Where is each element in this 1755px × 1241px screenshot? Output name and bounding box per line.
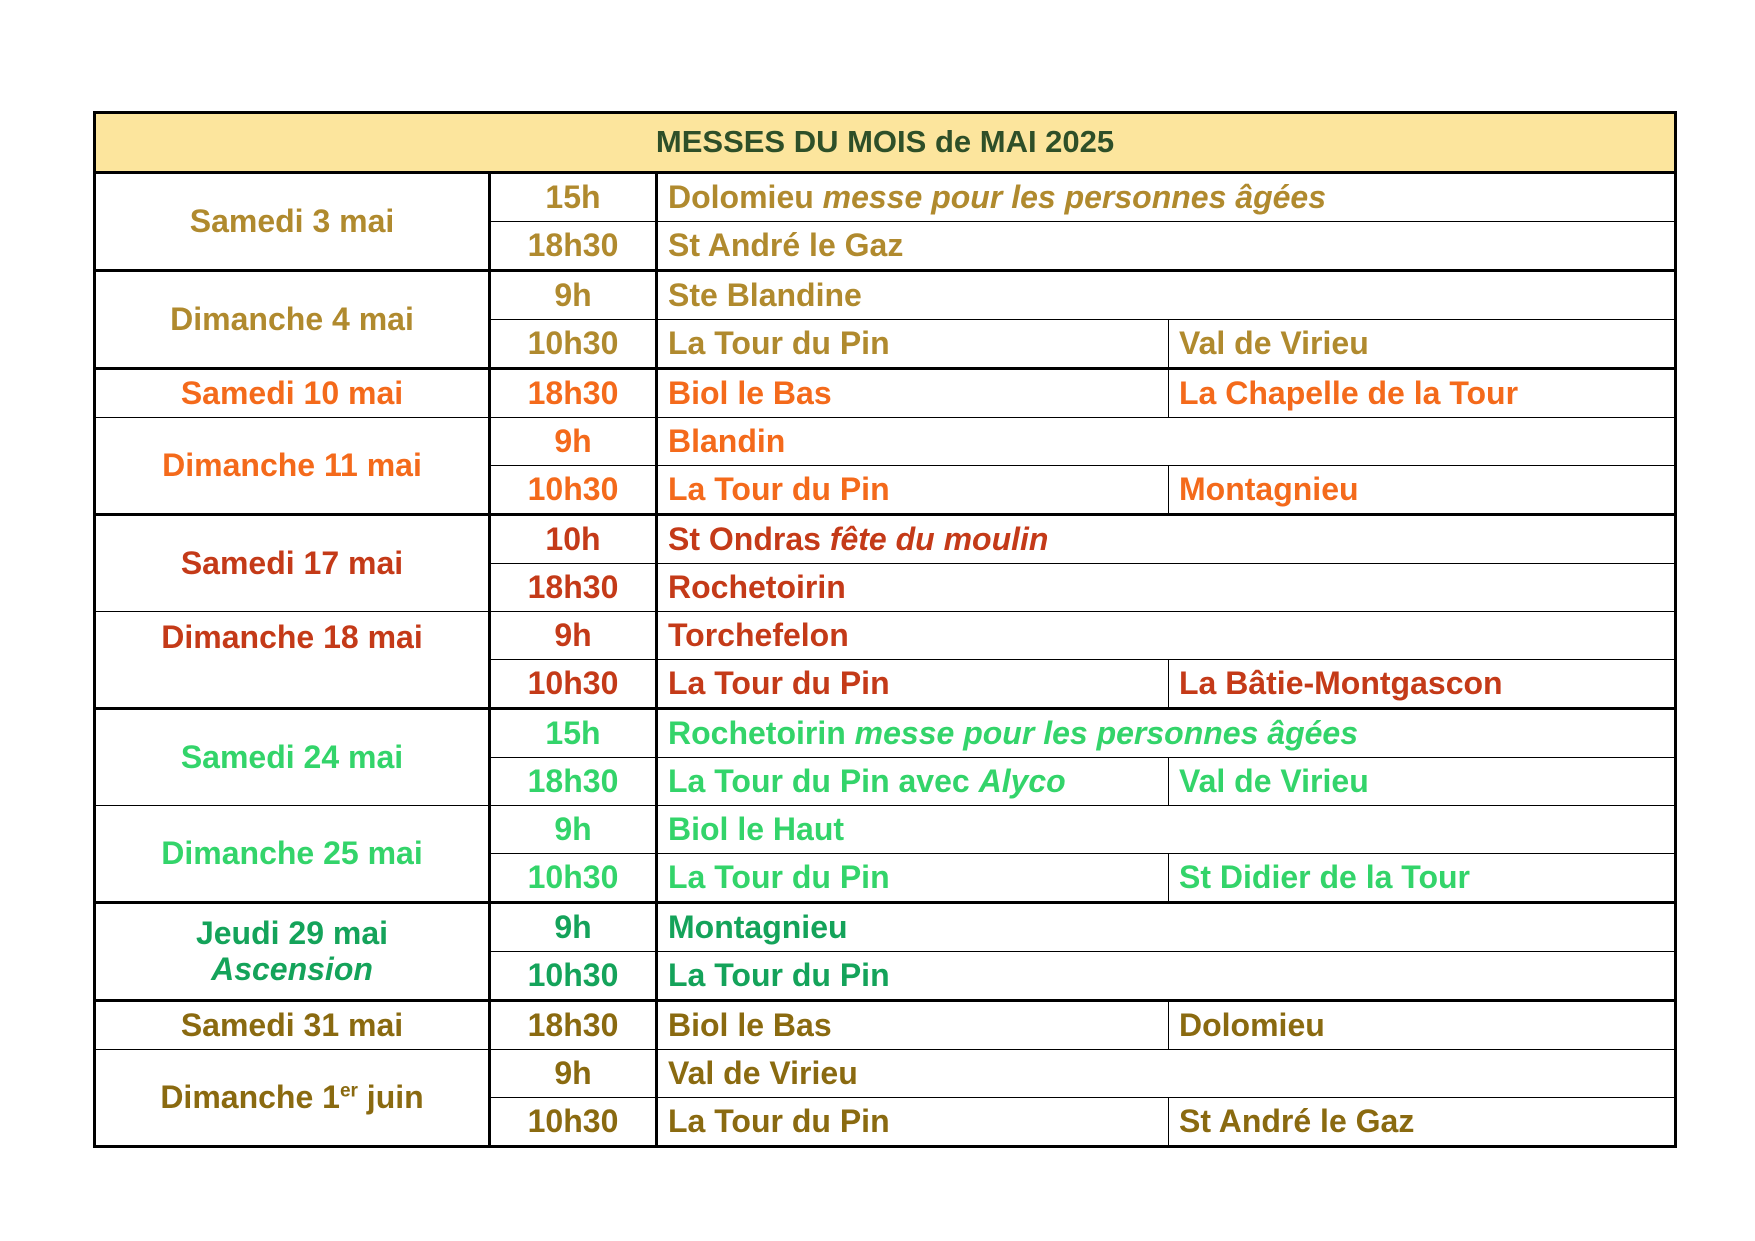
- place-cell: Torchefelon: [657, 612, 1676, 660]
- second-place-cell: Val de Virieu: [1169, 320, 1676, 369]
- place-cell: La Tour du Pin: [657, 952, 1676, 1001]
- place-cell: St André le Gaz: [657, 222, 1676, 271]
- table-row: [95, 903, 1676, 952]
- time-cell: 18h30: [490, 758, 657, 806]
- ordinal-superscript: er: [339, 1080, 358, 1102]
- place-cell: Rochetoirin messe pour les personnes âgées: [657, 709, 1676, 758]
- second-place-cell: Val de Virieu: [1169, 758, 1676, 806]
- day-label: Dimanche 18 mai: [95, 612, 490, 709]
- place-cell: Biol le Bas: [657, 369, 1169, 418]
- second-place-cell: Montagnieu: [1169, 466, 1676, 515]
- time-cell: 10h30: [490, 1098, 657, 1147]
- place-cell: Montagnieu: [657, 903, 1676, 952]
- place-cell: Dolomieu messe pour les personnes âgées: [657, 173, 1676, 222]
- place-note: messe pour les personnes âgées: [822, 178, 1327, 215]
- second-place-cell: St André le Gaz: [1169, 1098, 1676, 1147]
- place-note: fête du moulin: [829, 520, 1049, 557]
- place-cell: St Ondras fête du moulin: [657, 515, 1676, 564]
- time-cell: 10h30: [490, 854, 657, 903]
- place-cell: La Tour du Pin: [657, 854, 1169, 903]
- place-cell: La Tour du Pin: [657, 320, 1169, 369]
- time-cell: 15h: [490, 709, 657, 758]
- second-place-cell: Dolomieu: [1169, 1001, 1676, 1050]
- time-cell: 9h: [490, 903, 657, 952]
- time-cell: 18h30: [490, 369, 657, 418]
- place-cell: Ste Blandine: [657, 271, 1676, 320]
- day-label: Samedi 24 mai: [95, 709, 490, 806]
- second-place-cell: La Bâtie-Montgascon: [1169, 660, 1676, 709]
- day-label: Samedi 10 mai: [95, 369, 490, 418]
- table-row: [95, 806, 1676, 854]
- time-cell: 10h30: [490, 466, 657, 515]
- table-row: [95, 709, 1676, 758]
- time-cell: 10h30: [490, 320, 657, 369]
- day-label: Samedi 31 mai: [95, 1001, 490, 1050]
- time-cell: 9h: [490, 271, 657, 320]
- place-note: messe pour les personnes âgées: [854, 714, 1359, 751]
- day-label: Dimanche 25 mai: [95, 806, 490, 903]
- place-cell: La Tour du Pin: [657, 466, 1169, 515]
- time-cell: 10h: [490, 515, 657, 564]
- second-place-cell: La Chapelle de la Tour: [1169, 369, 1676, 418]
- place-cell: Biol le Bas: [657, 1001, 1169, 1050]
- time-cell: 9h: [490, 806, 657, 854]
- time-cell: 10h30: [490, 952, 657, 1001]
- place-cell: La Tour du Pin: [657, 1098, 1169, 1147]
- time-cell: 18h30: [490, 1001, 657, 1050]
- time-cell: 10h30: [490, 660, 657, 709]
- day-label: Samedi 17 mai: [95, 515, 490, 612]
- table-row: [95, 173, 1676, 222]
- time-cell: 18h30: [490, 222, 657, 271]
- time-cell: 9h: [490, 612, 657, 660]
- table-row: [95, 1050, 1676, 1098]
- table-row: [95, 418, 1676, 466]
- table-title: MESSES DU MOIS de MAI 2025: [95, 113, 1676, 173]
- table-row: [95, 369, 1676, 418]
- day-label: Jeudi 29 mai Ascension: [95, 903, 490, 1001]
- day-label: Dimanche 1er juin: [95, 1050, 490, 1147]
- table-row: [95, 612, 1676, 660]
- time-cell: 9h: [490, 418, 657, 466]
- table-row: [95, 1001, 1676, 1050]
- feast-label: Ascension: [211, 950, 373, 987]
- place-cell: La Tour du Pin avec Alyco: [657, 758, 1169, 806]
- place-cell: Blandin: [657, 418, 1676, 466]
- day-label: Dimanche 4 mai: [95, 271, 490, 369]
- place-note: Alyco: [978, 762, 1066, 799]
- mass-schedule-sheet: [93, 111, 1674, 1148]
- place-cell: Biol le Haut: [657, 806, 1676, 854]
- table-row: [95, 271, 1676, 320]
- place-cell: Rochetoirin: [657, 564, 1676, 612]
- day-label: Dimanche 11 mai: [95, 418, 490, 515]
- day-label: Samedi 3 mai: [95, 173, 490, 271]
- second-place-cell: St Didier de la Tour: [1169, 854, 1676, 903]
- time-cell: 15h: [490, 173, 657, 222]
- place-cell: Val de Virieu: [657, 1050, 1676, 1098]
- time-cell: 18h30: [490, 564, 657, 612]
- place-cell: La Tour du Pin: [657, 660, 1169, 709]
- table-row: [95, 515, 1676, 564]
- mass-schedule-table: [93, 111, 1677, 1148]
- time-cell: 9h: [490, 1050, 657, 1098]
